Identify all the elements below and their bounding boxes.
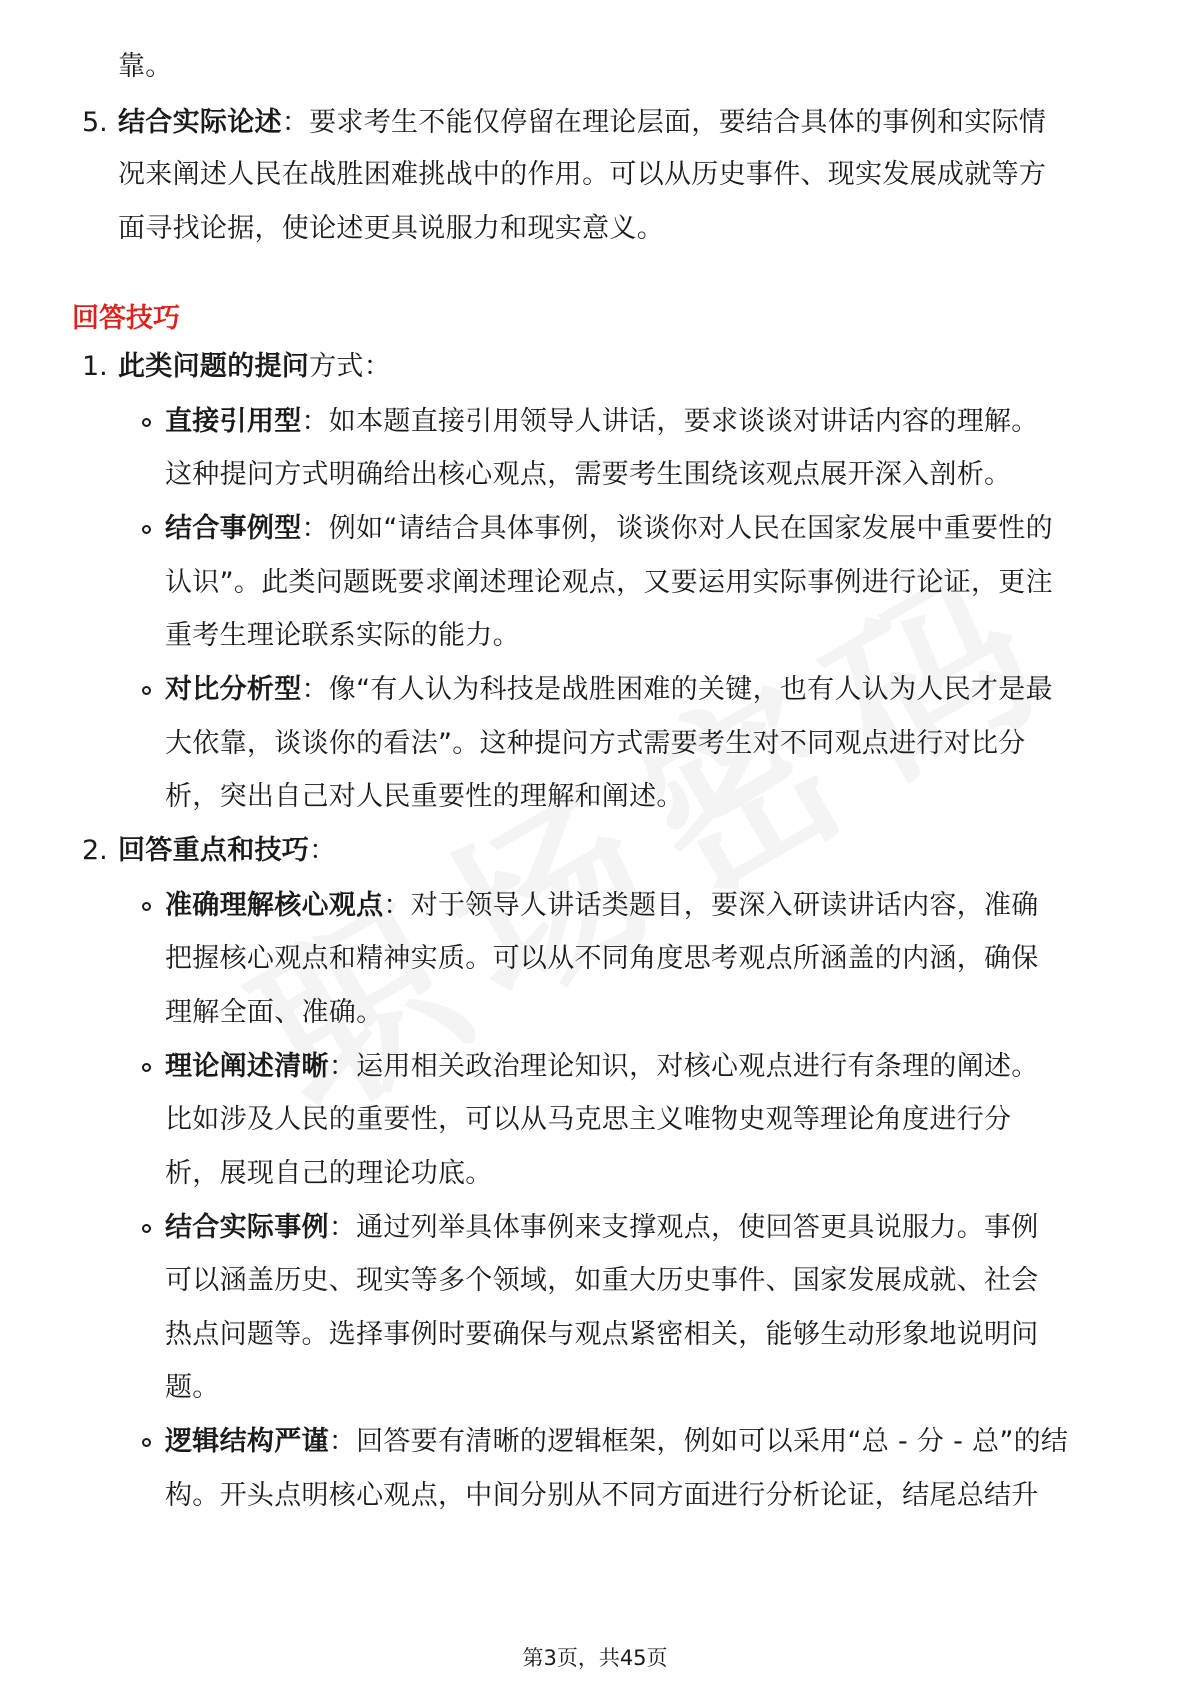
page-footer: 第3页，共45页	[522, 1646, 668, 1670]
bullet-text: ：例如“请结合具体事例，谈谈你对人民在国家发展中重要性的	[301, 513, 1053, 544]
point1-title-bold: 此类问题的提问	[118, 351, 310, 382]
bullet-line: 理解全面、准确。	[165, 997, 384, 1028]
point1-number: 1.	[82, 351, 108, 382]
point2-title-bold: 回答重点和技巧	[118, 835, 310, 866]
bullet-line: 把握核心观点和精神实质。可以从不同角度思考观点所涵盖的内涵，确保	[165, 943, 1039, 974]
bullet-line: 析，展现自己的理论功底。	[165, 1158, 493, 1189]
bullet-title: 结合实际事例	[165, 1212, 329, 1243]
item5-title: 结合实际论述	[118, 107, 282, 138]
bullet-title: 逻辑结构严谨	[165, 1426, 329, 1457]
bullet-line: 认识”。此类问题既要求阐述理论观点，又要运用实际事例进行论证，更注	[165, 567, 1053, 598]
bullet-line	[165, 1211, 1039, 1245]
bullet-text: ：回答要有清晰的逻辑框架，例如可以采用“总 - 分 - 总”的结	[328, 1426, 1069, 1457]
section-heading: 回答技巧	[72, 303, 180, 334]
bullet-icon	[142, 525, 151, 534]
bullet-text: ：运用相关政治理论知识，对核心观点进行有条理的阐述。	[328, 1051, 1039, 1082]
bullet-title: 理论阐述清晰	[165, 1051, 329, 1082]
bullet-line	[165, 1425, 1068, 1459]
bullet-text: ：通过列举具体事例来支撑观点，使回答更具说服力。事例	[328, 1212, 1039, 1243]
point2-title-line	[118, 834, 336, 868]
bullet-title: 直接引用型	[165, 406, 302, 437]
item5-line-2: 况来阐述人民在战胜困难挑战中的作用。可以从历史事件、现实发展成就等方	[118, 159, 1047, 190]
bullet-line	[165, 512, 1053, 546]
point2-title-rest: ：	[309, 835, 337, 866]
bullet-line: 构。开头点明核心观点，中间分别从不同方面进行分析论证，结尾总结升	[165, 1480, 1039, 1511]
bullet-icon	[142, 1063, 151, 1072]
bullet-title: 结合事例型	[165, 513, 302, 544]
bullet-line: 大依靠，谈谈你的看法”。这种提问方式需要考生对不同观点进行对比分	[165, 728, 1026, 759]
bullet-icon	[142, 902, 151, 911]
bullet-text: ：对于领导人讲话类题目，要深入研读讲话内容，准确	[383, 890, 1039, 921]
bullet-line	[165, 405, 1039, 439]
bullet-line: 题。	[165, 1372, 220, 1403]
bullet-line	[165, 1050, 1039, 1084]
bullet-line: 热点问题等。选择事例时要确保与观点紧密相关，能够生动形象地说明问	[165, 1319, 1039, 1350]
point2-number: 2.	[82, 835, 108, 866]
bullet-line	[165, 673, 1053, 707]
item5-line-1	[118, 106, 1046, 140]
item5-text: ：要求考生不能仅停留在理论层面，要结合具体的事例和实际情	[281, 107, 1047, 138]
bullet-line	[165, 889, 1039, 923]
bullet-line: 这种提问方式明确给出核心观点，需要考生围绕该观点展开深入剖析。	[165, 459, 1012, 490]
item-number: 5.	[82, 107, 108, 138]
continuation-text: 靠。	[118, 51, 173, 82]
bullet-icon	[142, 1438, 151, 1447]
bullet-text: ：如本题直接引用领导人讲话，要求谈谈对讲话内容的理解。	[301, 406, 1039, 437]
bullet-icon	[142, 418, 151, 427]
bullet-title: 对比分析型	[165, 674, 302, 705]
bullet-icon	[142, 1224, 151, 1233]
point1-title-rest: 方式：	[309, 351, 392, 382]
bullet-line: 比如涉及人民的重要性，可以从马克思主义唯物史观等理论角度进行分	[165, 1104, 1012, 1135]
item5-line-3: 面寻找论据，使论述更具说服力和现实意义。	[118, 213, 664, 244]
bullet-line: 可以涵盖历史、现实等多个领域，如重大历史事件、国家发展成就、社会	[165, 1265, 1039, 1296]
point1-title-line	[118, 350, 391, 384]
bullet-title: 准确理解核心观点	[165, 890, 384, 921]
bullet-line: 析，突出自己对人民重要性的理解和阐述。	[165, 781, 684, 812]
bullet-line: 重考生理论联系实际的能力。	[165, 620, 520, 651]
bullet-text: ：像“有人认为科技是战胜困难的关键，也有人认为人民才是最	[301, 674, 1053, 705]
bullet-icon	[142, 686, 151, 695]
